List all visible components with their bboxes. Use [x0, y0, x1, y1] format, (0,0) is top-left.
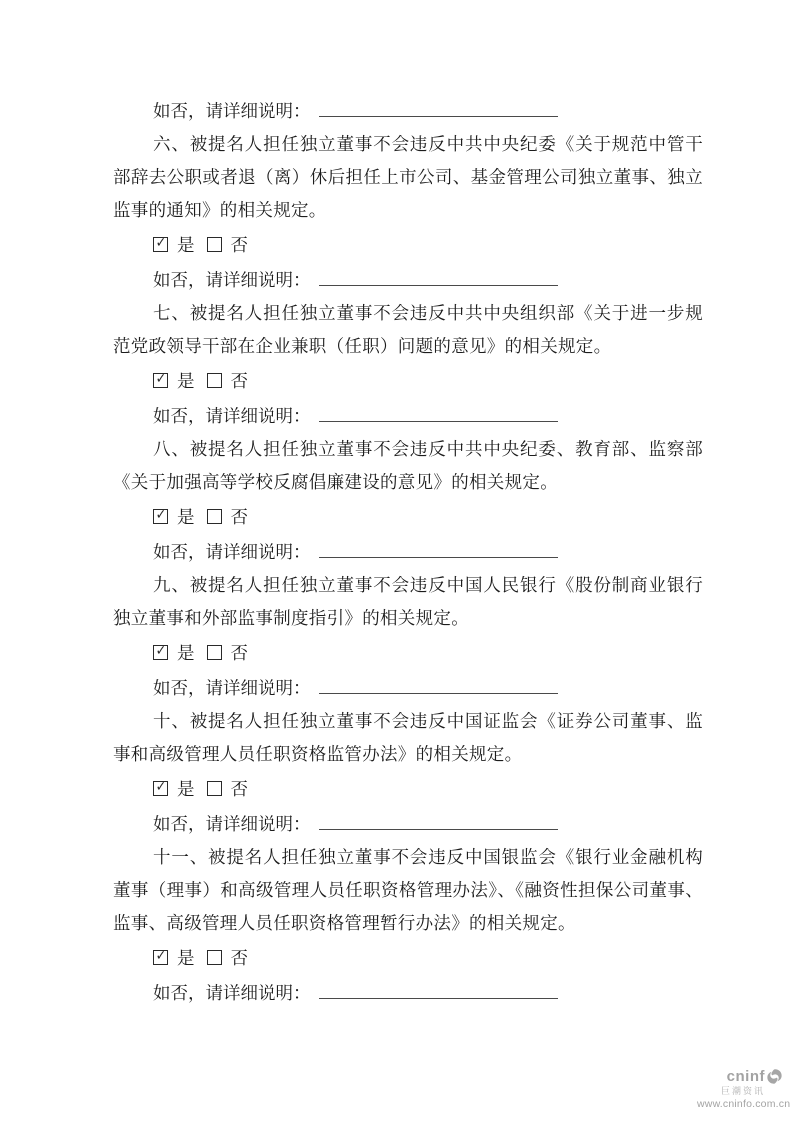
no-checkbox[interactable]	[207, 645, 222, 660]
explain-row	[113, 672, 703, 705]
item-paragraph-nine: 九、被提名人担任独立董事不会违反中国人民银行《股份制商业银行独立董事和外部监事制度指引》的相关规定。	[113, 575, 703, 628]
yes-no-row	[113, 637, 703, 670]
no-label: 否	[230, 235, 248, 255]
explain-label: 如否，请详细说明：	[153, 678, 311, 698]
check-mark-icon: ✓	[155, 507, 167, 523]
explanation-blank-line[interactable]	[319, 979, 558, 999]
yes-label: 是	[177, 235, 195, 255]
explain-label: 如否，请详细说明：	[153, 542, 311, 562]
cninfo-watermark	[697, 1068, 789, 1110]
explanation-blank-line[interactable]	[319, 810, 558, 830]
yes-checkbox[interactable]	[153, 237, 168, 252]
no-label: 否	[230, 779, 248, 799]
yes-checkbox[interactable]	[153, 781, 168, 796]
check-mark-icon: ✓	[155, 235, 167, 251]
no-label: 否	[230, 507, 248, 527]
yes-no-row	[113, 229, 703, 262]
explanation-blank-line[interactable]	[319, 266, 558, 286]
item-paragraph-ten: 十、被提名人担任独立董事不会违反中国证监会《证券公司董事、监事和高级管理人员任职资格监管办法》的相关规定。	[113, 711, 703, 764]
check-mark-icon: ✓	[155, 779, 167, 795]
no-label: 否	[230, 643, 248, 663]
yes-label: 是	[177, 643, 195, 663]
check-mark-icon: ✓	[155, 371, 167, 387]
explain-row	[113, 977, 703, 1010]
yes-checkbox[interactable]	[153, 950, 168, 965]
cninfo-logo-icon	[766, 1068, 783, 1085]
explain-row	[113, 536, 703, 569]
check-mark-icon: ✓	[155, 643, 167, 659]
item-paragraph-eight: 八、被提名人担任独立董事不会违反中共中央纪委、教育部、监察部《关于加强高等学校反腐倡廉建设的意见》的相关规定。	[113, 439, 703, 492]
yes-checkbox[interactable]	[153, 509, 168, 524]
explain-row	[113, 95, 703, 128]
explain-label: 如否，请详细说明：	[153, 270, 311, 290]
item-paragraph-seven: 七、被提名人担任独立董事不会违反中共中央组织部《关于进一步规范党政领导干部在企业兼职（任职）问题的意见》的相关规定。	[113, 303, 703, 356]
no-label: 否	[230, 371, 248, 391]
yes-label: 是	[177, 507, 195, 527]
no-label: 否	[230, 948, 248, 968]
explain-row	[113, 264, 703, 297]
yes-no-row	[113, 501, 703, 534]
yes-label: 是	[177, 948, 195, 968]
explain-label: 如否，请详细说明：	[153, 814, 311, 834]
cninfo-brand-text: cninf	[726, 1067, 765, 1085]
yes-checkbox[interactable]	[153, 645, 168, 660]
explanation-blank-line[interactable]	[319, 402, 558, 422]
yes-no-row	[113, 942, 703, 975]
item-paragraph-six: 六、被提名人担任独立董事不会违反中共中央纪委《关于规范中管干部辞去公职或者退（离）休后担任上市公司、基金管理公司独立董事、独立监事的通知》的相关规定。	[113, 134, 703, 220]
explanation-blank-line[interactable]	[319, 97, 558, 117]
yes-no-row	[113, 365, 703, 398]
explain-row	[113, 808, 703, 841]
explain-label: 如否，请详细说明：	[153, 983, 311, 1003]
no-checkbox[interactable]	[207, 509, 222, 524]
check-mark-icon: ✓	[155, 948, 167, 964]
yes-checkbox[interactable]	[153, 373, 168, 388]
no-checkbox[interactable]	[207, 237, 222, 252]
explain-label: 如否，请详细说明：	[153, 406, 311, 426]
no-checkbox[interactable]	[207, 950, 222, 965]
item-paragraph-eleven: 十一、被提名人担任独立董事不会违反中国银监会《银行业金融机构董事（理事）和高级管理人员任职资格管理办法》、《融资性担保公司董事、监事、高级管理人员任职资格管理暂行办法》的相关规定。	[113, 847, 703, 933]
yes-label: 是	[177, 371, 195, 391]
yes-no-row	[113, 773, 703, 806]
explain-label: 如否，请详细说明：	[153, 101, 311, 121]
no-checkbox[interactable]	[207, 781, 222, 796]
cninfo-chinese-name: 巨潮资讯	[720, 1085, 765, 1096]
yes-label: 是	[177, 779, 195, 799]
cninfo-url: www.cninfo.com.cn	[697, 1097, 791, 1110]
explanation-blank-line[interactable]	[319, 538, 558, 558]
explanation-blank-line[interactable]	[319, 674, 558, 694]
explain-row	[113, 400, 703, 433]
no-checkbox[interactable]	[207, 373, 222, 388]
